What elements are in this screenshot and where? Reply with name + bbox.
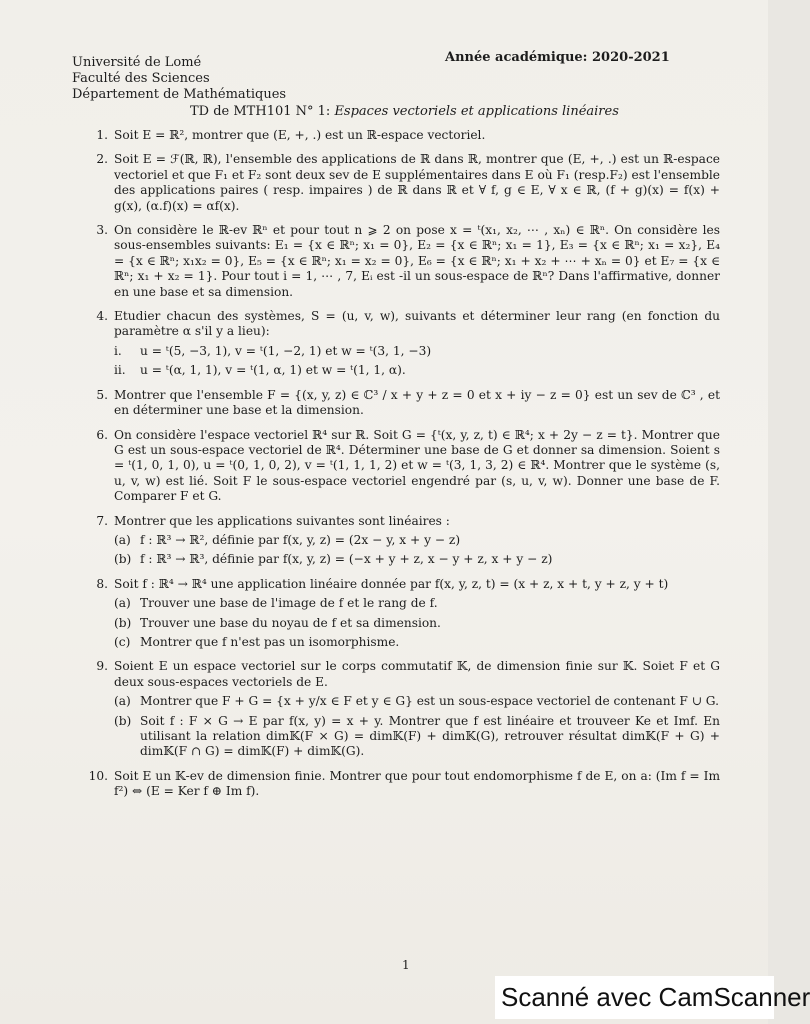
- exercise-subitem: [114, 363, 720, 378]
- exercise-5: [80, 388, 720, 419]
- exercise-text: Etudier chacun des systèmes, S = (u, v, w), suivants et déterminer leur rang (en fonction du paramètre α s'il y a lieu):: [114, 309, 720, 339]
- exercise-text: Soient E un espace vectoriel sur le corps commutatif 𝕂, de dimension finie sur 𝕂. Soiet F et G deux sous-espaces vectoriels de E.: [114, 659, 720, 689]
- exercise-text: Soit E = ℱ(ℝ, ℝ), l'ensemble des applications de ℝ dans ℝ, montrer que (E, +, .) est un ℝ-espace vectoriel et que F₁ et F₂ sont deux sev de E supplémentaires dans E où F₁ (resp.F₂) est l'ensemble des applications paires ( resp. impaires ) de ℝ dans ℝ et ∀ f, g ∈ E, ∀ x ∈ ℝ, (f + g)(x) = f(x) + g(x), (α.f)(x) = αf(x).: [114, 152, 720, 213]
- exercise-number: 10.: [88, 768, 108, 783]
- exercise-number: 8.: [96, 576, 108, 591]
- exercise-subitem: [114, 694, 720, 709]
- exercise-number: 3.: [96, 223, 108, 238]
- exercise-text: Soit f : ℝ⁴ → ℝ⁴ une application linéaire donnée par f(x, y, z, t) = (x + z, x + t, y + z, y + t): [114, 576, 669, 591]
- page-number: 1: [402, 958, 410, 972]
- subitem-label: (b): [114, 713, 132, 728]
- td-title-prefix: TD de MTH101 N° 1:: [190, 104, 331, 119]
- subitem-text: Soit f : F × G → E par f(x, y) = x + y. Montrer que f est linéaire et trouveer Ke et Imf. En utilisant la relation dim𝕂(F × G) = dim𝕂(F) + dim𝕂(G), retrouver résultat dim𝕂(F + G) + dim𝕂(F ∩ G) = dim𝕂(F) + dim𝕂(G).: [140, 713, 720, 759]
- exercise-6: [80, 428, 720, 505]
- institution-header: [72, 55, 286, 103]
- exercise-9: [80, 659, 720, 759]
- exercise-text: Montrer que l'ensemble F = {(x, y, z) ∈ ℂ³ / x + y + z = 0 et x + iy − z = 0} est un sev de ℂ³ , et en déterminer une base et la dimension.: [114, 387, 720, 418]
- exercise-subitem: [114, 596, 720, 611]
- td-title-subject: Espaces vectoriels et applications linéaires: [334, 104, 619, 119]
- subitem-label: (c): [114, 634, 131, 649]
- subitem-text: Trouver une base du noyau de f et sa dimension.: [140, 615, 441, 630]
- exercise-body: [114, 428, 720, 505]
- exercise-number: 1.: [96, 128, 108, 142]
- subitem-text: Montrer que f n'est pas un isomorphisme.: [140, 634, 400, 649]
- exercise-text: On considère l'espace vectoriel ℝ⁴ sur ℝ. Soit G = {ᵗ(x, y, z, t) ∈ ℝ⁴; x + 2y − z = t}. Montrer que G est un sous-espace vectoriel de ℝ⁴. Déterminer une base de G et donner sa dimension. Soient s = ᵗ(1, 0, 1, 0), u = ᵗ(0, 1, 0, 2), v = ᵗ(1, 1, 1, 2) et w = ᵗ(3, 1, 3, 2) ∈ ℝ⁴. Montrer que le système (s, u, v, w) est lié. Soit F le sous-espace vectoriel engendré par (s, u, v, w). Donner une base de F. Comparer F et G.: [114, 427, 720, 504]
- subitem-text: f : ℝ³ → ℝ², définie par f(x, y, z) = (2x − y, x + y − z): [140, 532, 461, 547]
- subitem-label: (a): [114, 694, 131, 709]
- exercise-subitem: [114, 635, 720, 650]
- exercise-body: [114, 514, 720, 568]
- exercise-2: [80, 152, 720, 214]
- subitem-label: (a): [114, 596, 131, 611]
- exercise-1: [80, 128, 720, 143]
- exercise-subitem: [114, 616, 720, 631]
- subitem-label: ii.: [114, 363, 126, 378]
- exercise-text: Montrer que les applications suivantes sont linéaires :: [114, 513, 450, 528]
- td-title: [190, 104, 619, 119]
- faculty-name: Faculté des Sciences: [72, 71, 210, 86]
- exercise-number: 4.: [96, 309, 108, 324]
- subitem-text: Montrer que F + G = {x + y/x ∈ F et y ∈ G} est un sous-espace vectoriel de contenant F ∪ G.: [140, 694, 719, 709]
- subitem-text: f : ℝ³ → ℝ³, définie par f(x, y, z) = (−x + y + z, x − y + z, x + y − z): [140, 552, 553, 567]
- exercise-subitem: [114, 552, 720, 567]
- exercise-number: 6.: [96, 427, 108, 442]
- exercise-subitem: [114, 533, 720, 548]
- exercise-4: [80, 309, 720, 379]
- exercise-3: [80, 223, 720, 300]
- exercise-list: [80, 128, 720, 809]
- department-name: Département de Mathématiques: [72, 87, 287, 102]
- university-name: Université de Lomé: [72, 55, 202, 70]
- exercise-body: [114, 152, 720, 214]
- exercise-body: [114, 577, 720, 651]
- exercise-8: [80, 577, 720, 651]
- exercise-body: [114, 659, 720, 759]
- exercise-number: 5.: [96, 387, 108, 402]
- subitem-text: Trouver une base de l'image de f et le rang de f.: [140, 596, 438, 611]
- exercise-number: 9.: [96, 659, 108, 674]
- exercise-body: [114, 128, 720, 143]
- subitem-text: u = ᵗ(5, −3, 1), v = ᵗ(1, −2, 1) et w = ᵗ(3, 1, −3): [140, 343, 432, 358]
- subitem-text: u = ᵗ(α, 1, 1), v = ᵗ(1, α, 1) et w = ᵗ(1, 1, α).: [140, 363, 406, 378]
- exercise-body: [114, 388, 720, 419]
- exercise-7: [80, 514, 720, 568]
- exercise-text: Soit E = ℝ², montrer que (E, +, .) est un ℝ-espace vectoriel.: [114, 128, 486, 142]
- subitem-label: (b): [114, 615, 132, 630]
- exercise-body: [114, 769, 720, 800]
- exercise-text: On considère le ℝ-ev ℝⁿ et pour tout n ⩾ 2 on pose x = ᵗ(x₁, x₂, ⋯ , xₙ) ∈ ℝⁿ. On considère les sous-ensembles suivants: E₁ = {x ∈ ℝⁿ; x₁ = 0}, E₂ = {x ∈ ℝⁿ; x₁ = 1}, E₃ = {x ∈ ℝⁿ; x₁ = x₂}, E₄ = {x ∈ ℝⁿ; x₁x₂ = 0}, E₅ = {x ∈ ℝⁿ; x₁ = x₂ = 0}, E₆ = {x ∈ ℝⁿ; x₁ + x₂ + ⋯ + xₙ = 0} et E₇ = {x ∈ ℝⁿ; x₁ + x₂ = 1}. Pour tout i = 1, ⋯ , 7, Eᵢ est -il un sous-espace de ℝⁿ? Dans l'affirmative, donner en une base et sa dimension.: [114, 223, 720, 299]
- exercise-number: 7.: [96, 513, 108, 528]
- exercise-10: [80, 769, 720, 800]
- academic-year: Année académique: 2020-2021: [445, 50, 670, 65]
- exercise-body: [114, 309, 720, 379]
- camscanner-watermark: Scanné avec CamScanner: [495, 976, 774, 1019]
- exercise-text: Soit E un 𝕂-ev de dimension finie. Montrer que pour tout endomorphisme f de E, on a: (Im f = Im f²) ⇔ (E = Ker f ⊕ Im f).: [114, 768, 720, 799]
- exercise-body: [114, 223, 720, 300]
- subitem-label: (b): [114, 552, 132, 567]
- exercise-subitem: [114, 344, 720, 359]
- subitem-label: (a): [114, 532, 131, 547]
- exercise-subitem: [114, 714, 720, 760]
- subitem-label: i.: [114, 343, 122, 358]
- exercise-number: 2.: [96, 152, 108, 167]
